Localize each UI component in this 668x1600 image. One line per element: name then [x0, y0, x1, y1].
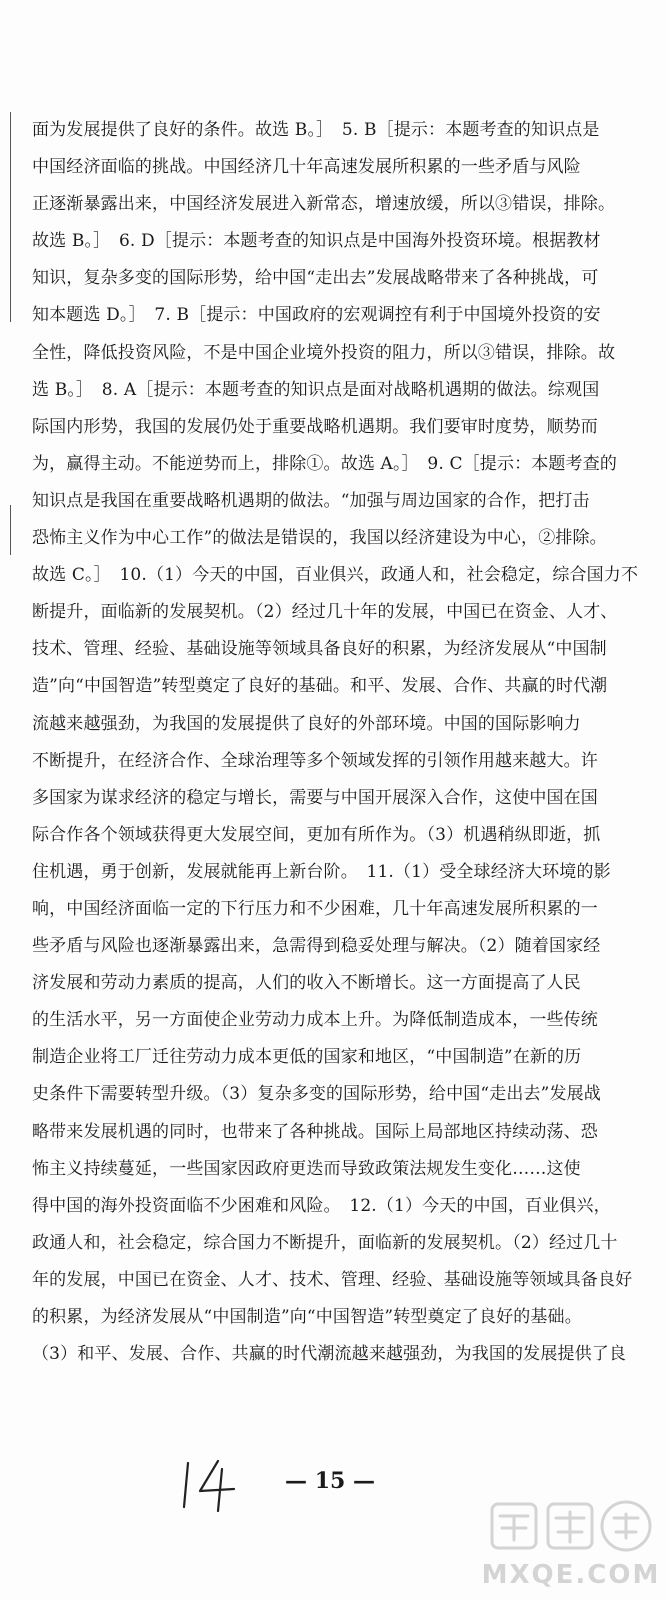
- text-line: 得中国的海外投资面临不少困难和风险。 12.（1）今天的中国，百业俱兴，: [32, 1195, 611, 1216]
- text-line: 多国家为谋求经济的稳定与增长，需要与中国开展深入合作，这使中国在国: [32, 787, 598, 808]
- text-line: 正逐渐暴露出来，中国经济发展进入新常态，增速放缓，所以③错误，排除。: [32, 194, 616, 215]
- text-line: 知本题选 D。］ 7. B［提示：中国政府的宏观调控有利于中国境外投资的安: [32, 305, 601, 326]
- text-line: 断提升，面临新的发展契机。（2）经过几十年的发展，中国已在资金、人才、: [32, 602, 618, 623]
- text-line: 造”向“中国智造”转型奠定了良好的基础。和平、发展、合作、共赢的时代潮: [32, 676, 608, 697]
- text-line: 故选 B。］ 6. D［提示：本题考查的知识点是中国海外投资环境。根据教材: [32, 231, 601, 252]
- text-line: 年的发展，中国已在资金、人才、技术、管理、经验、基础设施等领域具备良好: [32, 1269, 633, 1290]
- text-line: 面为发展提供了良好的条件。故选 B。］ 5. B［提示：本题考查的知识点是: [32, 120, 600, 140]
- text-line: 流越来越强劲，为我国的发展提供了良好的外部环境。中国的国际影响力: [32, 713, 581, 734]
- text-line: 略带来发展机遇的同时，也带来了各种挑战。国际上局部地区持续动荡、恐: [32, 1121, 598, 1142]
- text-line: 故选 C。］ 10.（1）今天的中国，百业俱兴，政通人和，社会稳定，综合国力不: [32, 565, 639, 586]
- watermark-logo: [478, 1494, 664, 1594]
- text-line: 知识，复杂多变的国际形势，给中国“走出去”发展战略带来了各种挑战，可: [32, 268, 599, 289]
- text-line: 际合作各个领域获得更大发展空间，更加有所作为。（3）机遇稍纵即逝，抓: [32, 824, 601, 845]
- text-line: 怖主义持续蔓延，一些国家因政府更迭而导致政策法规发生变化……这使: [32, 1158, 581, 1179]
- text-line: 选 B。］ 8. A［提示：本题考查的知识点是面对战略机遇期的做法。综观国: [32, 379, 600, 400]
- text-line: 技术、管理、经验、基础设施等领域具备良好的积累，为经济发展从“中国制: [32, 639, 607, 660]
- answer-text-block: [32, 112, 650, 1373]
- page-number: — 15 —: [285, 1468, 375, 1494]
- text-line: 恐怖主义作为中心工作”的做法是错误的，我国以经济建设为中心，②排除。: [32, 528, 607, 549]
- margin-rule: [10, 112, 11, 322]
- text-line: 些矛盾与风险也逐渐暴露出来，急需得到稳妥处理与解决。（2）随着国家经: [32, 936, 601, 957]
- text-line: 史条件下需要转型升级。（3）复杂多变的国际形势，给中国“走出去”发展战: [32, 1084, 601, 1105]
- text-line: 响，中国经济面临一定的下行压力和不少困难，几十年高速发展所积累的一: [32, 898, 598, 919]
- text-line: 的生活水平，另一方面使企业劳动力成本上升。为降低制造成本，一些传统: [32, 1010, 598, 1031]
- text-line: 不断提升，在经济合作、全球治理等多个领域发挥的引领作用越来越大。许: [32, 750, 598, 771]
- text-line: 制造企业将工厂迁往劳动力成本更低的国家和地区，“中国制造”在新的历: [32, 1047, 582, 1068]
- handwritten-page-note: [178, 1455, 248, 1515]
- watermark-logo-icon: [478, 1494, 664, 1560]
- watermark-text: MXQE.COM: [481, 1560, 661, 1590]
- margin-rule: [10, 505, 11, 555]
- text-line: 政通人和，社会稳定，综合国力不断提升，面临新的发展契机。（2）经过几十: [32, 1232, 618, 1253]
- text-line: 住机遇，勇于创新，发展就能再上新台阶。 11.（1）受全球经济大环境的影: [32, 861, 611, 882]
- text-line: （3）和平、发展、合作、共赢的时代潮流越来越强劲，为我国的发展提供了良: [32, 1344, 627, 1365]
- text-line: 际国内形势，我国的发展仍处于重要战略机遇期。我们要审时度势，顺势而: [32, 416, 598, 437]
- text-line: 为，赢得主动。不能逆势而上，排除①。故选 A。］ 9. C［提示：本题考查的: [32, 453, 618, 474]
- text-line: 全性，降低投资风险，不是中国企业境外投资的阻力，所以③错误，排除。故: [32, 342, 616, 363]
- text-line: 中国经济面临的挑战。中国经济几十年高速发展所积累的一些矛盾与风险: [32, 157, 581, 178]
- text-line: 的积累，为经济发展从“中国制造”向“中国智造”转型奠定了良好的基础。: [32, 1307, 582, 1327]
- text-line: 知识点是我国在重要战略机遇期的做法。“加强与周边国家的合作，把打击: [32, 490, 590, 511]
- text-line: 济发展和劳动力素质的提高，人们的收入不断增长。这一方面提高了人民: [32, 973, 581, 994]
